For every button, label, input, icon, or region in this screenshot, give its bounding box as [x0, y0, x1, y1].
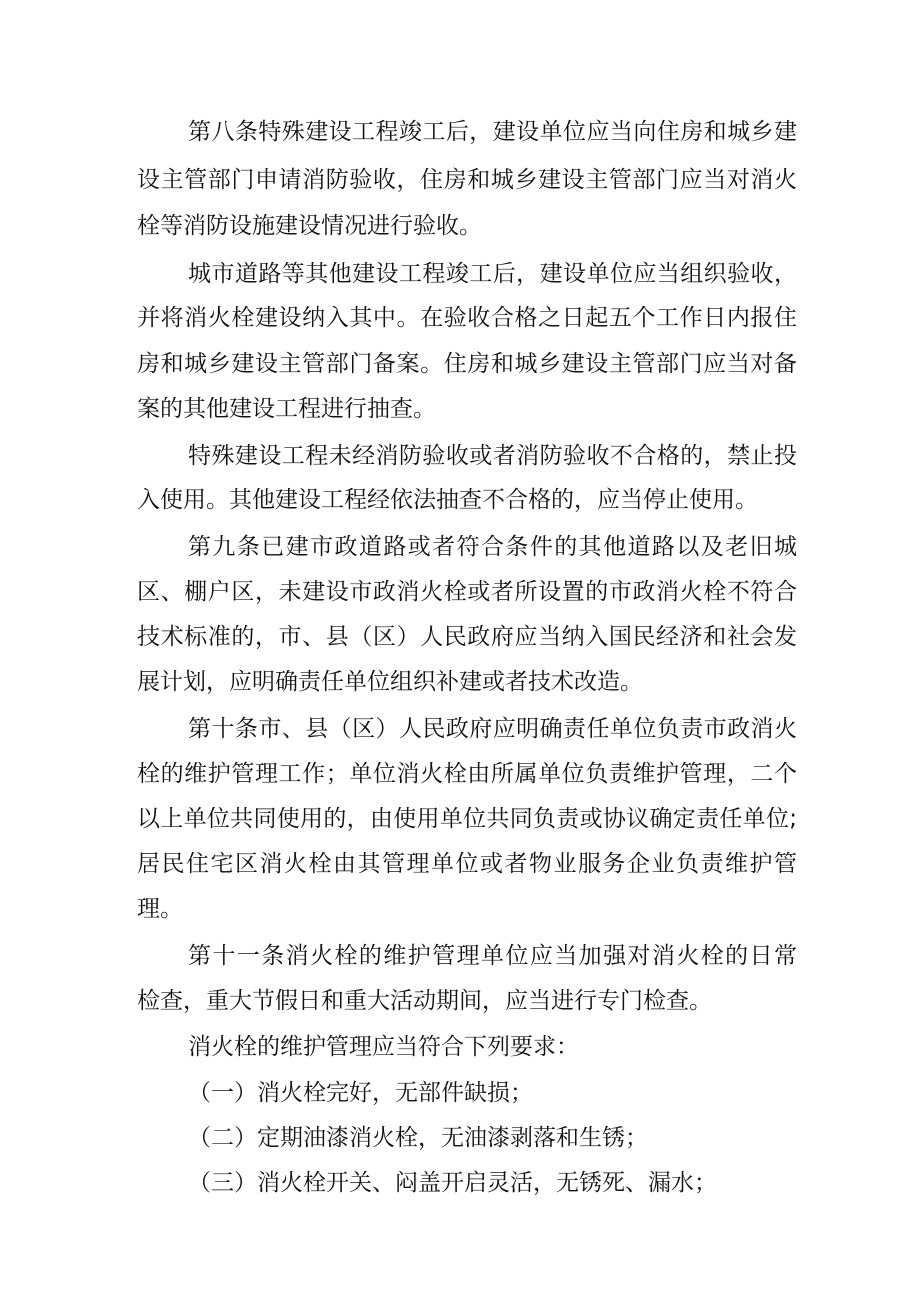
text-line: 入使用。其他建设工程经依法抽查不合格的，应当停止使用。 — [137, 487, 758, 513]
text-line: 案的其他建设工程进行抽查。 — [137, 396, 436, 422]
text-line: 第九条已建市政道路或者符合条件的其他道路以及老旧城 — [188, 534, 797, 560]
text-line: 检查，重大节假日和重大活动期间，应当进行专门检查。 — [137, 988, 712, 1014]
text-line: 消火栓的维护管理应当符合下列要求： — [188, 1034, 579, 1060]
text-line: 居民住宅区消火栓由其管理单位或者物业服务企业负责维护管 — [137, 851, 797, 877]
text-line: 理。 — [137, 896, 183, 922]
text-line: 第十一条消火栓的维护管理单位应当加强对消火栓的日常 — [188, 943, 797, 969]
text-line: 以上单位共同使用的，由使用单位共同负责或协议确定责任单位; — [137, 806, 797, 832]
list-item: （三）消火栓开关、闷盖开启灵活，无锈死、漏水； — [188, 1170, 717, 1196]
list-item: （二）定期油漆消火栓，无油漆剥落和生锈； — [188, 1125, 648, 1151]
text-line: 技术标准的，市、县（区）人民政府应当纳入国民经济和社会发 — [137, 624, 797, 650]
text-line: 设主管部门申请消防验收，住房和城乡建设主管部门应当对消火 — [137, 167, 797, 193]
text-line: 并将消火栓建设纳入其中。在验收合格之日起五个工作日内报住 — [137, 305, 797, 331]
text-line: 房和城乡建设主管部门备案。住房和城乡建设主管部门应当对备 — [137, 351, 797, 377]
list-item: （一）消火栓完好，无部件缺损； — [188, 1080, 533, 1106]
text-line: 栓的维护管理工作；单位消火栓由所属单位负责维护管理，二个 — [137, 761, 797, 787]
text-line: 展计划，应明确责任单位组织补建或者技术改造。 — [137, 669, 643, 695]
text-line: 第十条市、县（区）人民政府应明确责任单位负责市政消火 — [188, 716, 797, 742]
text-line: 城市道路等其他建设工程竣工后，建设单位应当组织验收， — [188, 261, 797, 287]
text-line: 特殊建设工程未经消防验收或者消防验收不合格的，禁止投 — [188, 443, 797, 469]
text-line: 栓等消防设施建设情况进行验收。 — [137, 213, 482, 239]
text-line: 第八条特殊建设工程竣工后，建设单位应当向住房和城乡建 — [188, 119, 797, 145]
text-line: 区、棚户区，未建设市政消火栓或者所设置的市政消火栓不符合 — [137, 579, 797, 605]
